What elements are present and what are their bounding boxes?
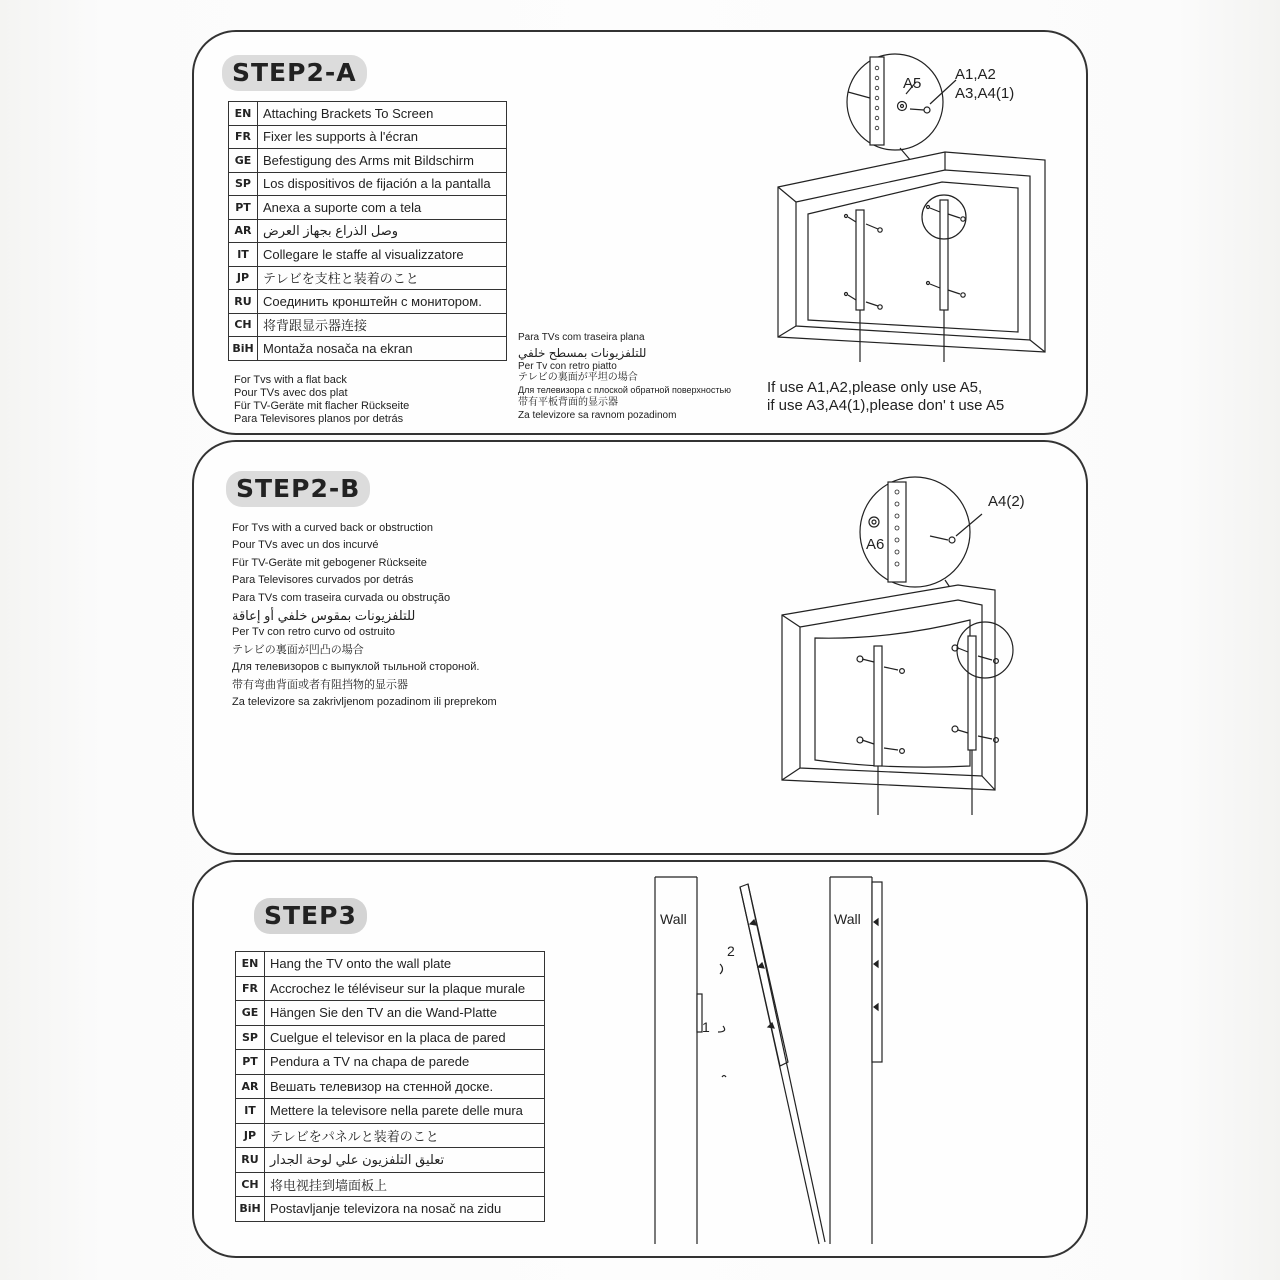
language-row [236,1172,545,1197]
language-code: RU [236,1148,265,1173]
wall-label-right: Wall [834,911,861,927]
step2a-flat-back-left [234,374,409,426]
instruction-text: 将电视挂到墙面板上 [265,1172,545,1197]
language-row [236,1148,545,1173]
language-code: JP [236,1123,265,1148]
caption-line: Para TVs com traseira plana [518,332,645,343]
language-code: EN [229,102,258,126]
step2a-note-line-2: if use A3,A4(1),please don' t use A5 [767,397,1005,414]
language-row [229,266,507,290]
language-code: PT [229,196,258,220]
step2b-diagram [770,470,1070,825]
language-code: IT [229,243,258,267]
language-row [236,1123,545,1148]
caption-line: Per Tv con retro curvo od ostruito [232,626,396,639]
language-row [229,337,507,361]
language-row [229,149,507,173]
instruction-text: Cuelgue el televisor en la placa de pared [265,1025,545,1050]
step2a-note-line-1: If use A1,A2,please only use A5, [767,379,983,396]
language-code: AR [236,1074,265,1099]
label-a5: A5 [903,75,922,92]
language-code: FR [229,125,258,149]
step3-language-table [235,951,545,1222]
caption-line: Для телевизора с плоской обратной поверхностью [518,384,731,395]
instruction-text: Accrochez le téléviseur sur la plaque murale [265,976,545,1001]
step-number-1: 1 [702,1019,710,1035]
instruction-text: 将背跟显示器连接 [258,313,507,337]
caption-line: للتلفزيونات بمسطح خلفي [518,345,647,360]
caption-line: For Tvs with a flat back [234,374,347,386]
instruction-text: Вешать телевизор на стенной доске. [265,1074,545,1099]
wall-label-left: Wall [660,911,687,927]
instruction-text: テレビを支柱と装着のこと [258,266,507,290]
instruction-text: Postavljanje televizora na nosač na zidu [265,1197,545,1222]
language-code: GE [229,149,258,173]
caption-line: テレビの裏面が平坦の場合 [518,371,638,383]
instruction-text: تعليق التلفزيون علي لوحة الجدار [265,1148,545,1173]
language-row [229,102,507,126]
language-row [229,243,507,267]
language-row [236,1099,545,1124]
label-a1-a2: A1,A2 [955,66,996,83]
caption-line: Für TV-Geräte mit flacher Rückseite [234,400,410,412]
language-code: EN [236,952,265,977]
step2a-diagram [760,52,1060,377]
language-row [229,172,507,196]
caption-line: للتلفزيونات بمقوس خلفي أو إعاقة [232,607,416,623]
caption-line: Pour TVs avec un dos incurvé [232,539,379,552]
caption-line: 带有平板背面的显示器 [518,396,618,408]
caption-line: Pour TVs avec dos plat [234,387,348,399]
instruction-text: Collegare le staffe al visualizzatore [258,243,507,267]
language-row [236,952,545,977]
language-row [229,125,507,149]
language-code: RU [229,290,258,314]
step2a-language-table [228,101,507,361]
caption-line: Para TVs com traseira curvada ou obstrução [232,591,451,604]
language-row [229,290,507,314]
language-code: BiH [236,1197,265,1222]
step3-diagram [650,872,910,1250]
instruction-text: Anexa a suporte com a tela [258,196,507,220]
language-code: CH [229,313,258,337]
language-row [236,1025,545,1050]
caption-line: テレビの裏面が凹凸の場合 [232,643,364,656]
language-code: PT [236,1050,265,1075]
language-code: GE [236,1001,265,1026]
instruction-text: Hang the TV onto the wall plate [265,952,545,977]
caption-line: Za televizore sa zakrivljenom pozadinom ili preprekom [232,695,497,708]
step3-title: STEP3 [254,898,367,934]
language-code: JP [229,266,258,290]
language-row [236,1197,545,1222]
language-code: BiH [229,337,258,361]
instruction-text: Montaža nosača na ekran [258,337,507,361]
instruction-text: Соединить кронштейн с монитором. [258,290,507,314]
label-a6: A6 [866,536,885,553]
label-a4-2: A4(2) [988,493,1025,510]
instruction-text: テレビをパネルと装着のこと [265,1123,545,1148]
step2a-flat-back-right [518,332,731,422]
language-row [236,976,545,1001]
instruction-text: Hängen Sie den TV an die Wand-Platte [265,1001,545,1026]
caption-line: Za televizore sa ravnom pozadinom [518,409,677,421]
language-code: AR [229,219,258,243]
language-row [229,313,507,337]
caption-line: 带有弯曲背面或者有阻挡物的显示器 [232,678,408,691]
language-code: FR [236,976,265,1001]
caption-line: Для телевизоров с выпуклой тыльной стороной. [232,661,480,674]
language-code: IT [236,1099,265,1124]
instruction-text: Pendura a TV na chapa de parede [265,1050,545,1075]
caption-line: Para Televisores curvados por detrás [232,574,414,587]
step2b-title: STEP2-B [226,471,370,507]
label-a3-a4: A3,A4(1) [955,85,1015,102]
instruction-text: Attaching Brackets To Screen [258,102,507,126]
step2b-curved-back-list [232,520,497,711]
language-row [236,1050,545,1075]
step-number-2: 2 [727,943,735,959]
language-code: CH [236,1172,265,1197]
step2a-title: STEP2-A [222,55,367,91]
language-row [229,196,507,220]
language-row [236,1001,545,1026]
caption-line: Para Televisores planos por detrás [234,413,404,425]
language-code: SP [236,1025,265,1050]
language-code: SP [229,172,258,196]
language-row [229,219,507,243]
instruction-text: Fixer les supports à l'écran [258,125,507,149]
caption-line: For Tvs with a curved back or obstruction [232,522,433,534]
instruction-text: Los dispositivos de fijación a la pantalla [258,172,507,196]
caption-line: Per Tv con retro piatto [518,360,617,372]
instruction-text: Mettere la televisore nella parete delle mura [265,1099,545,1124]
caption-line: Für TV-Geräte mit gebogener Rückseite [232,556,427,569]
language-row [236,1074,545,1099]
instruction-text: وصل الذراع بجهاز العرض [258,219,507,243]
instruction-text: Befestigung des Arms mit Bildschirm [258,149,507,173]
